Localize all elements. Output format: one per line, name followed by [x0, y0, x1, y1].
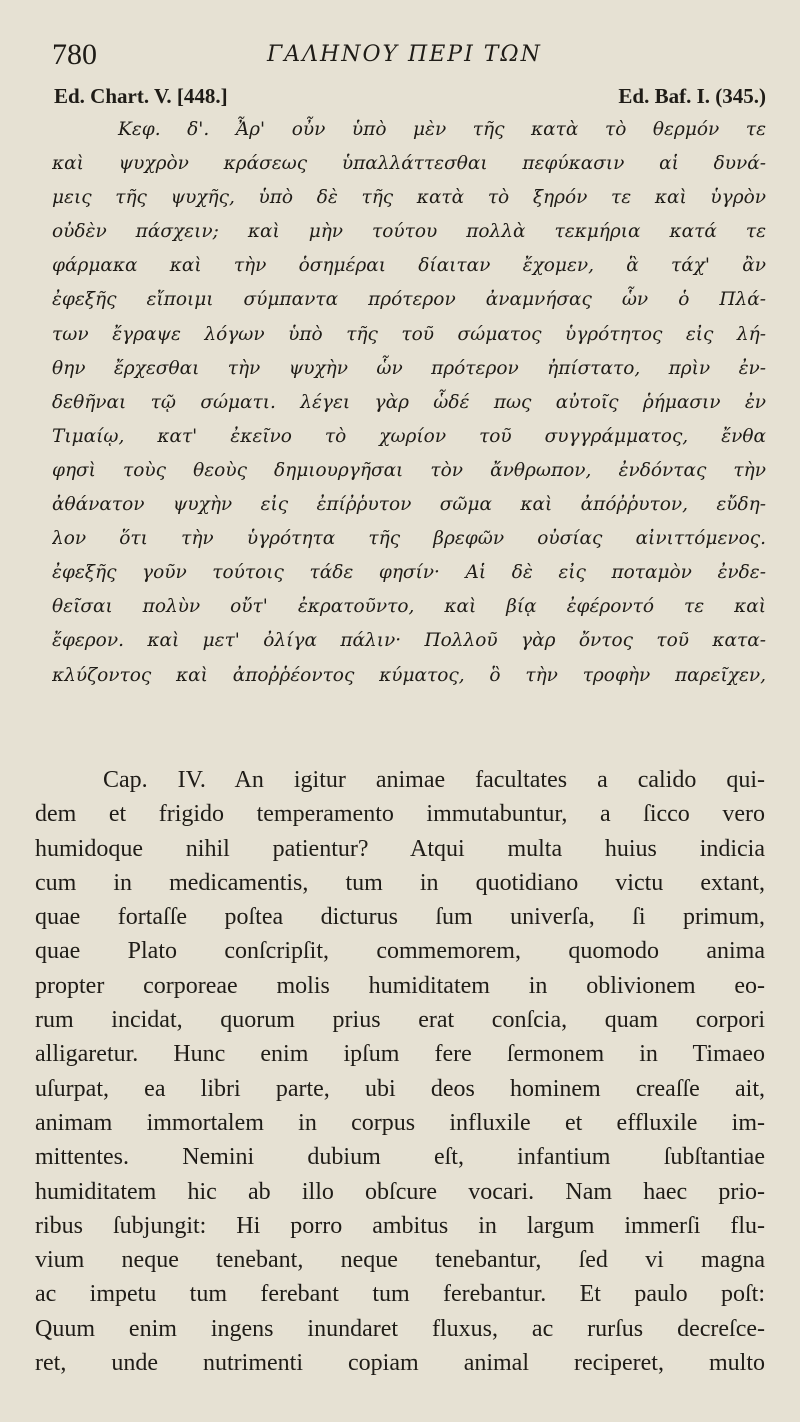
latin-line: humidoque nihil patientur? Atqui multa huius indicia: [35, 835, 765, 862]
edition-ref-chartier: Ed. Chart. V. [448.]: [54, 84, 228, 108]
greek-line: ἀθάνατον ψυχὴν εἰς ἐπίῤῥυτον σῶμα καὶ ἀπόῤῥυτον, εὔδη-: [52, 494, 766, 516]
greek-line: δεθῆναι τῷ σώματι. λέγει γὰρ ὧδέ πως αὐτοῖς ῥήμασιν ἐν: [52, 391, 766, 413]
greek-line: ἐφεξῆς εἴποιμι σύμπαντα πρότερον ἀναμνήσας ὧν ὁ Πλά-: [52, 289, 766, 311]
latin-line: humiditatem hic ab illo obſcure vocari. Nam haec prio-: [35, 1178, 765, 1205]
greek-line: Τιμαίῳ, κατ' ἐκεῖνο τὸ χωρίον τοῦ συγγράμματος, ἔνθα: [52, 425, 766, 447]
latin-line: quae fortaſſe poſtea dicturus ſum univerſa, ſi primum,: [35, 904, 765, 931]
greek-line: θην ἔρχεσθαι τὴν ψυχὴν ὧν πρότερον ἠπίστατο, πρὶν ἐν-: [52, 357, 766, 379]
greek-line: ἔφερον. καὶ μετ' ὀλίγα πάλιν· Πολλοῦ γὰρ ὄντος τοῦ κατα-: [52, 630, 766, 652]
latin-line: ac impetu tum ferebant tum ferebantur. Et paulo poſt:: [35, 1281, 765, 1308]
page-number: 780: [52, 38, 97, 71]
greek-line: φησὶ τοὺς θεοὺς δημιουργῆσαι τὸν ἄνθρωπον, ἐνδόντας τὴν: [52, 459, 766, 481]
greek-line: θεῖσαι πολὺν οὔτ' ἐκρατοῦντο, καὶ βίᾳ ἐφέροντό τε καὶ: [52, 596, 766, 618]
latin-line: dem et frigido temperamento immutabuntur, a ſicco vero: [35, 801, 765, 828]
greek-line: κλύζοντος καὶ ἀποῤῥέοντος κύματος, ὃ τὴν τροφὴν παρεῖχεν,: [52, 664, 766, 686]
latin-line: rum incidat, quorum prius erat conſcia, quam corpori: [35, 1007, 765, 1034]
latin-line: animam immortalem in corpus influxile et effluxile im-: [35, 1109, 765, 1136]
greek-line: οὐδὲν πάσχειν; καὶ μὴν τούτου πολλὰ τεκμήρια κατά τε: [52, 221, 766, 243]
latin-line: vium neque tenebant, neque tenebantur, ſed vi magna: [35, 1247, 765, 1274]
greek-line: των ἔγραψε λόγων ὑπὸ τῆς τοῦ σώματος ὑγρότητος εἰς λή-: [52, 323, 766, 345]
latin-line: ret, unde nutrimenti copiam animal reciperet, multo: [35, 1350, 765, 1377]
latin-line: Quum enim ingens inundaret fluxus, ac rurſus decreſce-: [35, 1315, 765, 1342]
latin-line: cum in medicamentis, tum in quotidiano victu extant,: [35, 869, 765, 896]
latin-line: ribus ſubjungit: Hi porro ambitus in largum immerſi flu-: [35, 1212, 765, 1239]
latin-line: alligaretur. Hunc enim ipſum fere ſermonem in Timaeo: [35, 1041, 765, 1068]
latin-line: mittentes. Nemini dubium eſt, infantium ſubſtantiae: [35, 1144, 765, 1171]
edition-references: [54, 84, 766, 112]
page-header: [52, 38, 772, 82]
greek-line: Κεφ. δ'. Ἆρ' οὖν ὑπὸ μὲν τῆς κατὰ τὸ θερμόν τε: [118, 119, 766, 140]
latin-line: Cap. IV. An igitur animae facultates a calido qui-: [103, 767, 765, 793]
greek-line: λον ὅτι τὴν ὑγρότητα τῆς βρεφῶν οὐσίας αἰνιττόμενος.: [52, 528, 766, 550]
latin-text-block: [35, 763, 765, 1380]
greek-text-block: [52, 113, 766, 693]
latin-line: propter corporeae molis humiditatem in oblivionem eo-: [35, 972, 765, 999]
edition-ref-basel: Ed. Baf. I. (345.): [618, 84, 766, 108]
latin-line: quae Plato conſcripſit, commemorem, quomodo anima: [35, 938, 765, 965]
greek-line: ἐφεξῆς γοῦν τούτοις τάδε φησίν· Αἱ δὲ εἰς ποταμὸν ἐνδε-: [52, 562, 766, 584]
latin-line: uſurpat, ea libri parte, ubi deos hominem creaſſe ait,: [35, 1075, 765, 1102]
greek-line: φάρμακα καὶ τὴν ὁσημέραι δίαιταν ἔχομεν, ἃ τάχ' ἂν: [52, 255, 766, 277]
greek-line: μεις τῆς ψυχῆς, ὑπὸ δὲ τῆς κατὰ τὸ ξηρόν τε καὶ ὑγρὸν: [52, 187, 766, 209]
greek-line: καὶ ψυχρὸν κράσεως ὑπαλλάττεσθαι πεφύκασιν αἱ δυνά-: [52, 153, 766, 175]
running-title: ΓΑΛΗΝΟΥ ΠΕΡΙ ΤΩΝ: [267, 42, 542, 67]
